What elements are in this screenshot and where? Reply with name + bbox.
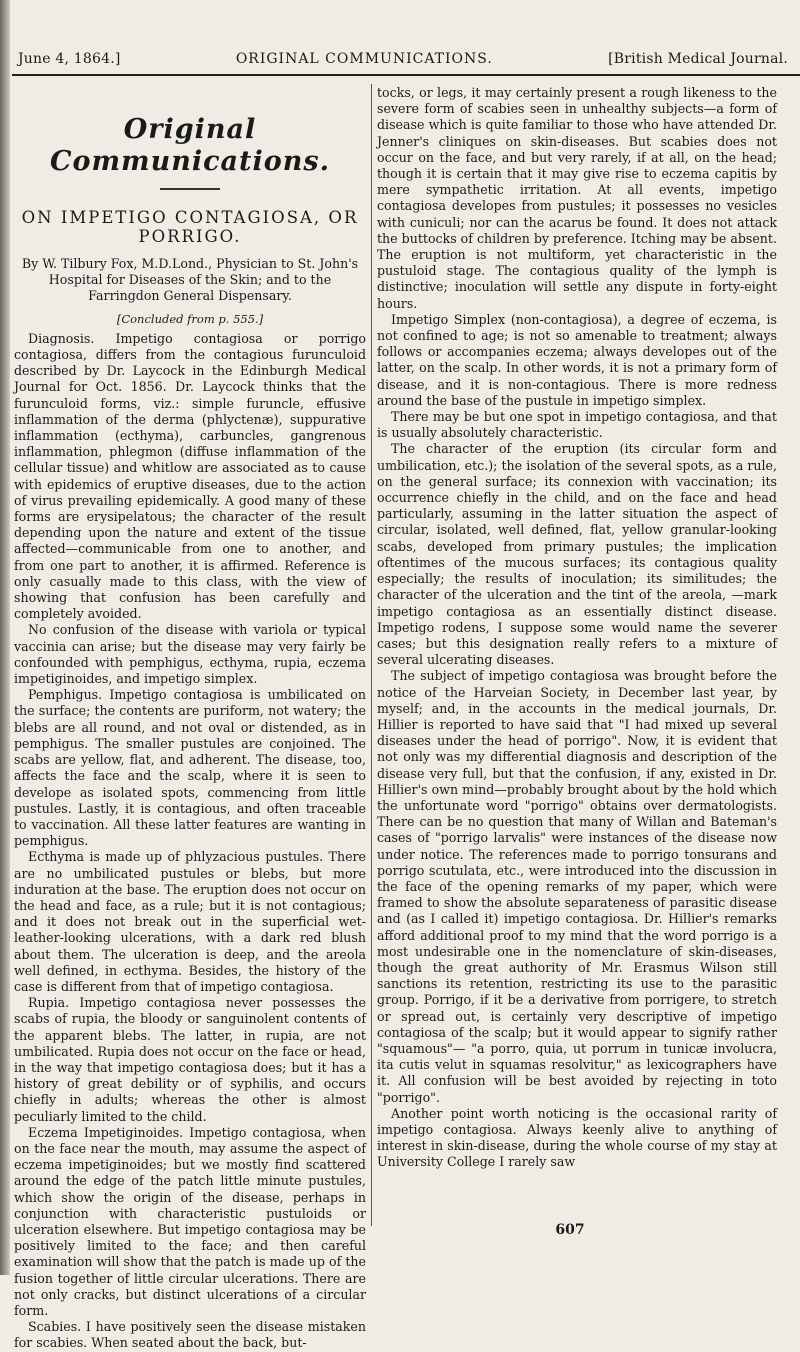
paragraph: Another point worth noticing is the occasional rarity of impetigo contagiosa. Always keenly alive to anything of interest in skin-disease, during the whole course of my stay at University College I rarely saw	[377, 1105, 777, 1170]
running-header	[18, 46, 788, 72]
paragraph: Pemphigus. Impetigo contagiosa is umbilicated on the surface; the contents are puriform, not watery; the blebs are all round, and not oval or distended, as in pemphigus. The smaller pustules are conjoined. The scabs are yellow, flat, and adherent. The disease, too, affects the face and the scalp, where it is seen to develope as isolated spots, commencing from little pustules. Lastly, it is contagious, and often traceable to vaccination. All these latter features are wanting in pemphigus.	[14, 687, 366, 849]
paragraph: Scabies. I have positively seen the disease mistaken for scabies. When seated about the back, but-	[14, 1319, 366, 1351]
header-section: ORIGINAL COMMUNICATIONS.	[235, 51, 493, 67]
header-date: June 4, 1864.]	[18, 51, 121, 67]
paragraph: Impetigo Simplex (non-contagiosa), a degree of eczema, is not confined to age; is not so amenable to treatment; always follows or accompanies eczema; always developes out of the latter, on the scalp. In other words, it is not a primary form of disease, and it is non-contagious. There is more redness around the base of the pustule in impetigo simplex.	[377, 311, 777, 408]
paragraph: No confusion of the disease with variola or typical vaccinia can arise; but the disease may very fairly be confounded with pemphigus, ecthyma, rupia, eczema impetiginoides, and impetigo simplex.	[14, 622, 366, 687]
article-title-line1: ON IMPETIGO CONTAGIOSA, OR	[21, 208, 359, 227]
paragraph: Eczema Impetiginoides. Impetigo contagiosa, when on the face near the mouth, may assume the aspect of eczema impetiginoides; but we mostly find scattered around the edge of the patch little minute pustules, which show the origin of the disease, perhaps in conjunction with characteristic pustuloids or ulceration elsewhere. But impetigo contagiosa may be positively limited to the face; and then careful examination will show that the patch is made up of the fusion together of little circular ulcerations. There are not only cracks, but distinct ulcerations of a circular form.	[14, 1124, 366, 1318]
article-title	[14, 208, 366, 246]
continuation-note: [Concluded from p. 555.]	[116, 311, 264, 326]
paragraph: Ecthyma is made up of phlyzacious pustules. There are no umbilicated pustules or blebs, but more induration at the base. The eruption does not occur on the head and face, as a rule; but it is not contagious; and it does not break out in the superficial wet-leather-looking ulcerations, with a dark red blush about them. The ulceration is deep, and the areola well defined, in ecthyma. Besides, the history of the case is different from that of impetigo contagiosa.	[14, 849, 366, 994]
paragraph: Diagnosis. Impetigo contagiosa or porrigo contagiosa, differs from the contagious furunculoid described by Dr. Laycock in the Edinburgh Medical Journal for Oct. 1856. Dr. Laycock thinks that the furunculoid forms, viz.: simple furuncle, effusive inflammation of the derma (phlyctenæ), suppurative inflammation (ecthyma), carbuncles, gangrenous inflammation, phlegmon (diffuse inflammation of the cellular tissue) and whitlow are associated as to cause with epidemics of eruptive diseases, due to the action of virus prevailing epidemically. A good many of these forms are erysipelatous; the character of the result depending upon the nature and extent of the tissue affected—communicable from one to another, and from one part to another, it is affirmed. Reference is only casually made to this class, with the view of showing that confusion has been carefully and completely avoided.	[14, 330, 366, 622]
header-rule	[12, 74, 800, 76]
page-number: 607	[555, 1222, 585, 1238]
paragraph: Rupia. Impetigo contagiosa never possesses the scabs of rupia, the bloody or sanguinolent contents of the apparent blebs. The latter, in rupia, are not umbilicated. Rupia does not occur on the face or head, in the way that impetigo contagiosa does; but it has a history of great debility or of syphilis, and occurs chiefly in adults; whereas the other is almost peculiarly limited to the child.	[14, 995, 366, 1124]
left-column	[14, 84, 366, 1352]
section-title: Original Communications.	[49, 114, 331, 177]
paragraph: The subject of impetigo contagiosa was brought before the notice of the Harveian Society, in December last year, by myself; and, in the accounts in the medical journals, Dr. Hillier is reported to have said that "I had mixed up several diseases under the head of porrigo". Now, it is evident that not only was my differential diagnosis and description of the disease very full, but that the confusion, if any, existed in Dr. Hillier's own mind—probably brought about by the hold which the unfortunate word "porrigo" obtains over dermatologists. There can be no question that many of Willan and Bateman's cases of "porrigo larvalis" were instances of the disease now under notice. The references made to porrigo tonsurans and porrigo scutulata, etc., were introduced into the discussion in the face of the opening remarks of my paper, which were framed to show the absolute separateness of parasitic disease and (as I called it) impetigo contagiosa. Dr. Hillier's remarks afford additional proof to my mind that the word porrigo is a most undesirable one in the nomenclature of skin-diseases, though the great authority of Mr. Erasmus Wilson still sanctions its retention, restricting its use to the parasitic group. Porrigo, if it be a derivative from porrigere, to stretch or spread out, is certainly very descriptive of impetigo contagiosa of the scalp; but it would appear to signify rather "squamous"— "a porro, quia, ut porrum in tunicæ involucra, ita cutis velut in squamas resolvitur," as lexicographers have it. All confusion will be best avoided by rejecting in toto "porrigo".	[377, 668, 777, 1105]
header-journal: [British Medical Journal.	[608, 51, 788, 67]
paragraph: tocks, or legs, it may certainly present a rough likeness to the severe form of scabies seen in unhealthy subjects—a form of disease which is quite familiar to those who have attended Dr. Jenner's cliniques on skin-diseases. But scabies does not occur on the face, and but very rarely, if at all, on the head; though it is certain that it may give rise to eczema capitis by mere sympathetic irritation. At all events, impetigo contagiosa developes from pustules; it possesses no vesicles with cuniculi; nor can the acarus be found. It does not attack the buttocks of children by preference. Itching may be absent. The eruption is not multiform, yet characteristic in the pustuloid stage. The contagious quality of the lymph is distinctive; inoculation will settle any dispute in forty-eight hours.	[377, 85, 777, 311]
article-title-line2: PORRIGO.	[138, 227, 242, 246]
column-divider	[371, 84, 372, 1226]
title-rule	[160, 188, 220, 190]
binding-gutter	[0, 0, 10, 1275]
byline: By W. Tilbury Fox, M.D.Lond., Physician to St. John's Hospital for Diseases of the Skin; and to the Farringdon General Dispensary.	[21, 256, 359, 304]
paragraph: The character of the eruption (its circular form and umbilication, etc.); the isolation of the several spots, as a rule, on the general surface; its connexion with vaccination; its occurrence chiefly in the child, and on the face and head particularly, assuming in the latter situation the aspect of circular, isolated, well defined, flat, yellow granular-looking scabs, developed from primary pustules; the implication oftentimes of the mucous surfaces; its contagious quality especially; the results of inoculation; its similitudes; the character of the ulceration and the tint of the areola, —mark impetigo contagiosa as an essentially distinct disease. Impetigo rodens, I suppose some would name the severer cases; but this designation really refers to a mixture of several ulcerating diseases.	[377, 441, 777, 668]
paragraph: There may be but one spot in impetigo contagiosa, and that is usually absolutely characteristic.	[377, 409, 777, 441]
right-column	[377, 85, 777, 1171]
